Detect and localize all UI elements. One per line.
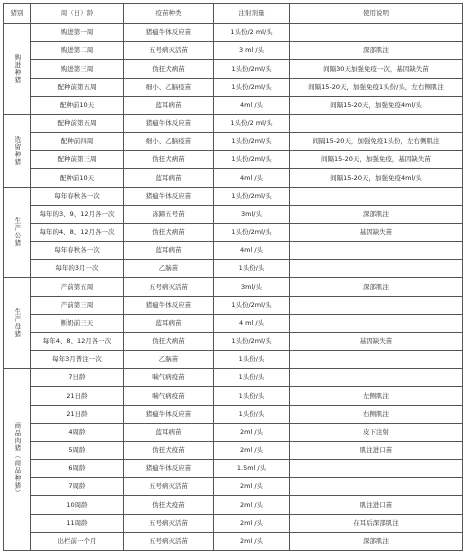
cell-vaccine: 伪狂犬病苗 [124, 60, 214, 78]
cell-note: 基因缺失苗 [290, 332, 463, 350]
cell-dose: 1头份/2ml/头 [214, 296, 290, 314]
cell-vaccine: 蓝耳病苗 [124, 423, 214, 441]
cell-note [290, 260, 463, 278]
table-row [4, 478, 463, 496]
cell-age: 21日龄 [31, 405, 124, 423]
table-row [4, 260, 463, 278]
cell-vaccine: 猪瘟牛体反应苗 [124, 24, 214, 42]
cell-note [290, 24, 463, 42]
cell-age: 每年的3月一次 [31, 260, 124, 278]
cell-age: 每年4、8、12月各一次 [31, 332, 124, 350]
group-label-retained-breeders: 选留种猪 [4, 114, 31, 187]
cell-dose: 1头份/2ml/头 [214, 133, 290, 151]
cell-note: 间隔15-20天，加强免疫，基因缺失苗 [290, 151, 463, 169]
cell-dose: 4ml /头 [214, 169, 290, 187]
table-row [4, 205, 463, 223]
cell-dose: 1头份/2ml/头 [214, 187, 290, 205]
cell-dose: 2ml /头 [214, 496, 290, 514]
table-row [4, 351, 463, 369]
cell-age: 断奶前三天 [31, 314, 124, 332]
table-row [4, 532, 463, 550]
table-row [4, 187, 463, 205]
cell-dose: 1头份/头 [214, 369, 290, 387]
cell-dose: 1头份/2ml/头 [214, 60, 290, 78]
cell-age: 每年春秋各一次 [31, 242, 124, 260]
col-header-vaccine: 疫苗种类 [124, 4, 214, 24]
table-row [4, 460, 463, 478]
cell-note: 深部肌注 [290, 205, 463, 223]
cell-dose: 4 ml /头 [214, 314, 290, 332]
cell-age: 11周龄 [31, 514, 124, 532]
col-header-notes: 使用说明 [290, 4, 463, 24]
table-row [4, 314, 463, 332]
table-row [4, 278, 463, 296]
header-row [4, 4, 463, 24]
cell-dose: 2ml /头 [214, 532, 290, 550]
cell-note: 皮下注射 [290, 423, 463, 441]
cell-dose: 1头份/2ml/头 [214, 332, 290, 350]
table-row [4, 60, 463, 78]
cell-age: 21日龄 [31, 387, 124, 405]
cell-dose: 3ml/头 [214, 278, 290, 296]
table-row [4, 514, 463, 532]
table-row [4, 405, 463, 423]
cell-vaccine: 五号病灭活苗 [124, 42, 214, 60]
cell-age: 购进第三周 [31, 60, 124, 78]
cell-dose: 1头份/头 [214, 351, 290, 369]
cell-note: 间隔15-20天，加强免疫4ml/头 [290, 96, 463, 114]
table-row [4, 96, 463, 114]
cell-age: 4周龄 [31, 423, 124, 441]
table-row [4, 332, 463, 350]
cell-dose: 4ml /头 [214, 242, 290, 260]
cell-dose: 1头份/头 [214, 260, 290, 278]
cell-note: 在耳后深部肌注 [290, 514, 463, 532]
cell-vaccine: 蓝耳病苗 [124, 169, 214, 187]
cell-note: 间隔15-20天，加强免疫4ml/头 [290, 169, 463, 187]
cell-note [290, 242, 463, 260]
cell-dose: 2ml /头 [214, 423, 290, 441]
table-row [4, 441, 463, 459]
table-row [4, 78, 463, 96]
cell-age: 每年的3、9、12月各一次 [31, 205, 124, 223]
vaccination-schedule-table [3, 3, 463, 551]
cell-age: 每年的4、8、12月各一次 [31, 223, 124, 241]
cell-note: 右侧肌注 [290, 405, 463, 423]
cell-vaccine: 细小、乙脑疫苗 [124, 133, 214, 151]
cell-note [290, 114, 463, 132]
cell-vaccine: 五号病灭活苗 [124, 532, 214, 550]
cell-age: 出栏前一个月 [31, 532, 124, 550]
cell-note: 深部肌注 [290, 278, 463, 296]
cell-vaccine: 五号病灭活苗 [124, 514, 214, 532]
cell-note [290, 296, 463, 314]
cell-age: 5周龄 [31, 441, 124, 459]
cell-dose: 1头份/2ml/头 [214, 151, 290, 169]
cell-vaccine: 乙脑苗 [124, 260, 214, 278]
cell-note: 基因缺失苗 [290, 223, 463, 241]
cell-age: 配种前10天 [31, 96, 124, 114]
cell-age: 购进第二周 [31, 42, 124, 60]
col-header-pig-type: 猪别 [4, 4, 31, 24]
cell-dose: 1头份/2 ml/头 [214, 114, 290, 132]
cell-vaccine: 伪狂犬疫苗 [124, 496, 214, 514]
table-row [4, 42, 463, 60]
cell-age: 7周龄 [31, 478, 124, 496]
cell-dose: 3ml/头 [214, 205, 290, 223]
group-label-production-boars: 生产公猪 [4, 187, 31, 278]
cell-vaccine: 蓝耳病苗 [124, 242, 214, 260]
table-row [4, 223, 463, 241]
cell-vaccine: 五号病灭活苗 [124, 478, 214, 496]
cell-vaccine: 蓝耳病苗 [124, 314, 214, 332]
cell-vaccine: 伪狂犬病苗 [124, 151, 214, 169]
cell-age: 配种前第五周 [31, 78, 124, 96]
cell-age: 产前第五周 [31, 278, 124, 296]
cell-vaccine: 伪狂犬疫苗 [124, 441, 214, 459]
table-row [4, 151, 463, 169]
cell-dose: 1头份/2ml/头 [214, 223, 290, 241]
cell-dose: 3 ml /头 [214, 42, 290, 60]
cell-age: 每年春秋各一次 [31, 187, 124, 205]
cell-note: 间隔15-20天，加强免疫1头份/头，左右侧肌注 [290, 78, 463, 96]
cell-vaccine: 乙脑苗 [124, 351, 214, 369]
table-row [4, 387, 463, 405]
cell-vaccine: 喘气病疫苗 [124, 387, 214, 405]
table-row [4, 114, 463, 132]
cell-age: 配种前10天 [31, 169, 124, 187]
cell-dose: 2ml /头 [214, 514, 290, 532]
cell-dose: 2ml /头 [214, 478, 290, 496]
group-label-production-sows: 生产母猪 [4, 278, 31, 369]
cell-vaccine: 细小、乙脑疫苗 [124, 78, 214, 96]
cell-note: 肌注进口苗 [290, 441, 463, 459]
cell-dose: 4ml /头 [214, 96, 290, 114]
cell-note [290, 314, 463, 332]
cell-dose: 2ml /头 [214, 441, 290, 459]
cell-dose: 1头份/头 [214, 405, 290, 423]
cell-dose: 1头份/2ml/头 [214, 78, 290, 96]
cell-vaccine: 猪瘟牛体反应苗 [124, 187, 214, 205]
cell-vaccine: 五号病灭活苗 [124, 278, 214, 296]
cell-vaccine: 猪瘟牛体反应苗 [124, 460, 214, 478]
cell-note [290, 369, 463, 387]
cell-dose: 1头份/头 [214, 387, 290, 405]
cell-dose: 1.5ml /头 [214, 460, 290, 478]
cell-note [290, 187, 463, 205]
col-header-age: 周（日）龄 [31, 4, 124, 24]
cell-vaccine: 伪狂犬病苗 [124, 223, 214, 241]
cell-vaccine: 蓝耳病苗 [124, 96, 214, 114]
cell-age: 配种前第三周 [31, 151, 124, 169]
cell-vaccine: 伪狂犬病苗 [124, 332, 214, 350]
cell-note: 间隔30天加强免疫一次，基因缺失苗 [290, 60, 463, 78]
cell-note [290, 478, 463, 496]
cell-note: 深部肌注 [290, 42, 463, 60]
cell-note: 间隔15-20天，加强免疫1头份，左右侧肌注 [290, 133, 463, 151]
cell-note [290, 351, 463, 369]
group-label-purchased-breeders: 购进种猪 [4, 24, 31, 115]
table-row [4, 242, 463, 260]
cell-age: 配种前第五周 [31, 114, 124, 132]
cell-age: 购进第一周 [31, 24, 124, 42]
cell-note: 肌注进口苗 [290, 496, 463, 514]
table-row [4, 133, 463, 151]
table-row [4, 169, 463, 187]
table-row [4, 496, 463, 514]
cell-vaccine: 冻蹄五号苗 [124, 205, 214, 223]
table-row [4, 296, 463, 314]
cell-vaccine: 猪瘟牛体反应苗 [124, 405, 214, 423]
cell-vaccine: 猪瘟牛体反应苗 [124, 114, 214, 132]
cell-note [290, 460, 463, 478]
cell-age: 7日龄 [31, 369, 124, 387]
col-header-dose: 注射剂量 [214, 4, 290, 24]
table-row [4, 423, 463, 441]
table-row [4, 24, 463, 42]
cell-dose: 1头份/2 ml/头 [214, 24, 290, 42]
cell-age: 6周龄 [31, 460, 124, 478]
cell-note: 左侧肌注 [290, 387, 463, 405]
cell-age: 配种前四周 [31, 133, 124, 151]
cell-vaccine: 猪瘟牛体反应苗 [124, 296, 214, 314]
cell-note: 深部肌注 [290, 532, 463, 550]
group-label-commercial-pigs: 商品肉猪（商品种猪） [4, 369, 31, 551]
cell-age: 每年3月普注一次 [31, 351, 124, 369]
cell-age: 10周龄 [31, 496, 124, 514]
cell-age: 产前第三周 [31, 296, 124, 314]
cell-vaccine: 喘气病疫苗 [124, 369, 214, 387]
table-row [4, 369, 463, 387]
